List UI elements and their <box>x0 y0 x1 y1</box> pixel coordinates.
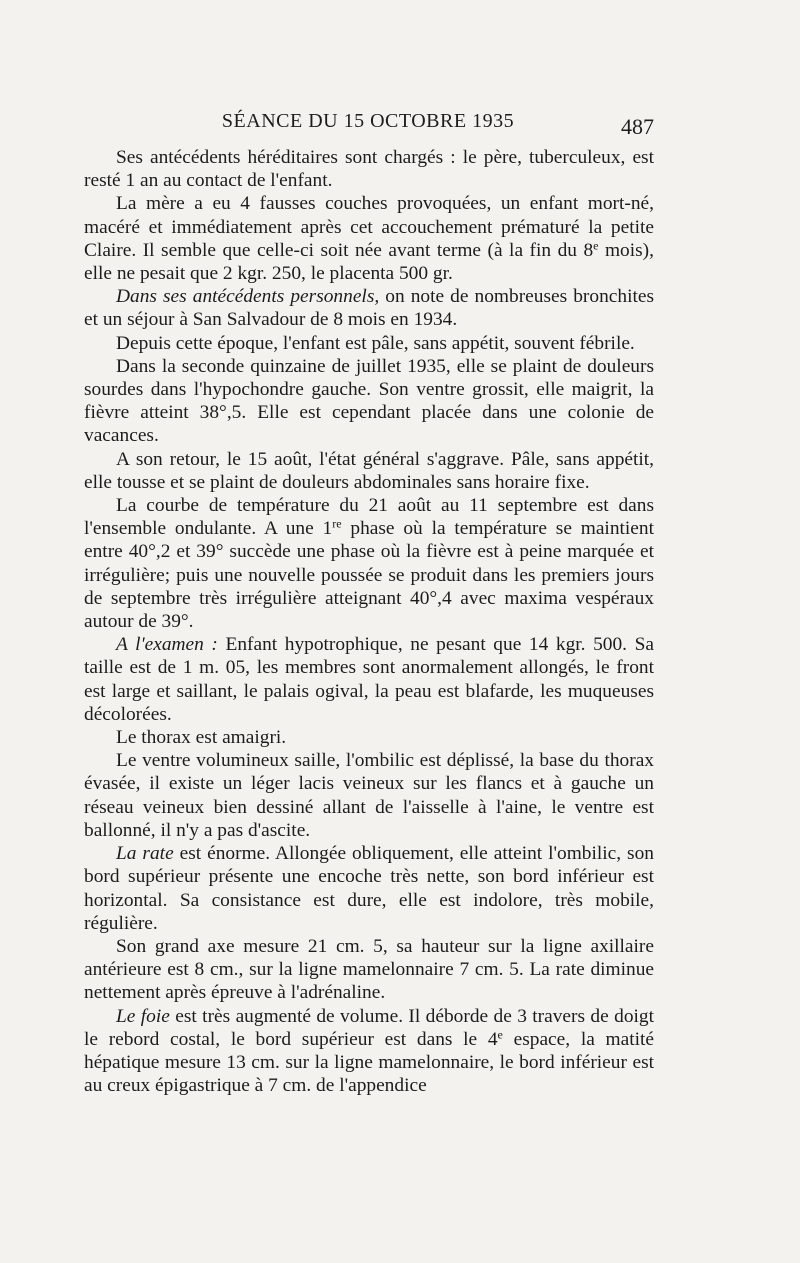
body-text <box>84 146 654 1097</box>
paragraph-abdomen: Le ventre volumineux saille, l'ombilic est déplissé, la base du thorax évasée, il existe un léger lacis veineux sur les flancs et à gauche un réseau veineux bien dessiné allant de l'aisselle à l'aine, le ventre est ballonné, il n'y a pas d'ascite. <box>84 750 654 841</box>
paragraph-temperature: La courbe de température du 21 août au 11 septembre est dans l'ensemble ondulante. A une 1re phase où la température se maintient entre 40°,2 et 39° succède une phase où la fièvre est à peine marquée et irrégulière; puis une nouvelle poussée se produit dans les premiers jours de septembre très irrégulière atteignant 40°,4 avec maxima vespéraux autour de 39°. <box>84 495 654 633</box>
page-number: 487 <box>621 114 654 139</box>
running-head: SÉANCE DU 15 OCTOBRE 1935 <box>221 110 515 132</box>
paragraph-july: Dans la seconde quinzaine de juillet 1935, elle se plaint de douleurs sourdes dans l'hypochondre gauche. Son ventre grossit, elle maigrit, la fièvre atteint 38°,5. Elle est cependant placée dans une colonie de vacances. <box>84 355 654 447</box>
paragraph-spleen-measure: Son grand axe mesure 21 cm. 5, sa hauteur sur la ligne axillaire antérieure est 8 cm., sur la ligne mamelonnaire 7 cm. 5. La rate diminue nettement après épreuve à l'adrénaline. <box>84 935 654 1004</box>
paragraph-mother: La mère a eu 4 fausses couches provoquées, un enfant mort-né, macéré et immédiatement après cet accouchement prématuré la petite Claire. Il semble que celle-ci soit née avant terme (à la fin du 8e mois), elle ne pesait que 2 kgr. 250, le placenta 500 gr. <box>84 193 654 285</box>
paragraph-spleen: La rate est énorme. Allongée obliquement, elle atteint l'ombilic, son bord supérieur présente une encoche très nette, son bord inférieur est horizontal. Sa consistance est dure, elle est indolore, très mobile, régulière. <box>84 843 654 934</box>
page-header <box>82 102 654 138</box>
paragraph-since: Depuis cette époque, l'enfant est pâle, sans appétit, souvent fébrile. <box>116 332 635 354</box>
paragraph-examination: A l'examen : Enfant hypotrophique, ne pesant que 14 kgr. 500. Sa taille est de 1 m. 05, les membres sont anormalement allongés, le front est large et saillant, le palais ogival, la peau est blafarde, les muqueuses décolorées. <box>84 634 654 725</box>
paragraph-personal-history: Dans ses antécédents personnels, on note de nombreuses bronchites et un séjour à San Salvadour de 8 mois en 1934. <box>84 286 654 331</box>
paragraph-heredity: Ses antécédents héréditaires sont chargés : le père, tuberculeux, est resté 1 an au contact de l'enfant. <box>84 147 654 192</box>
paragraph-liver: Le foie est très augmenté de volume. Il déborde de 3 travers de doigt le rebord costal, le bord supérieur est dans le 4e espace, la matité hépatique mesure 13 cm. sur la ligne mamelonnaire, le bord inférieur est au creux épigastrique à 7 cm. de l'appendice <box>84 1005 654 1097</box>
paragraph-return: A son retour, le 15 août, l'état général s'aggrave. Pâle, sans appétit, elle tousse et se plaint de douleurs abdominales sans horaire fixe. <box>84 448 654 493</box>
paragraph-thorax: Le thorax est amaigri. <box>116 727 287 749</box>
